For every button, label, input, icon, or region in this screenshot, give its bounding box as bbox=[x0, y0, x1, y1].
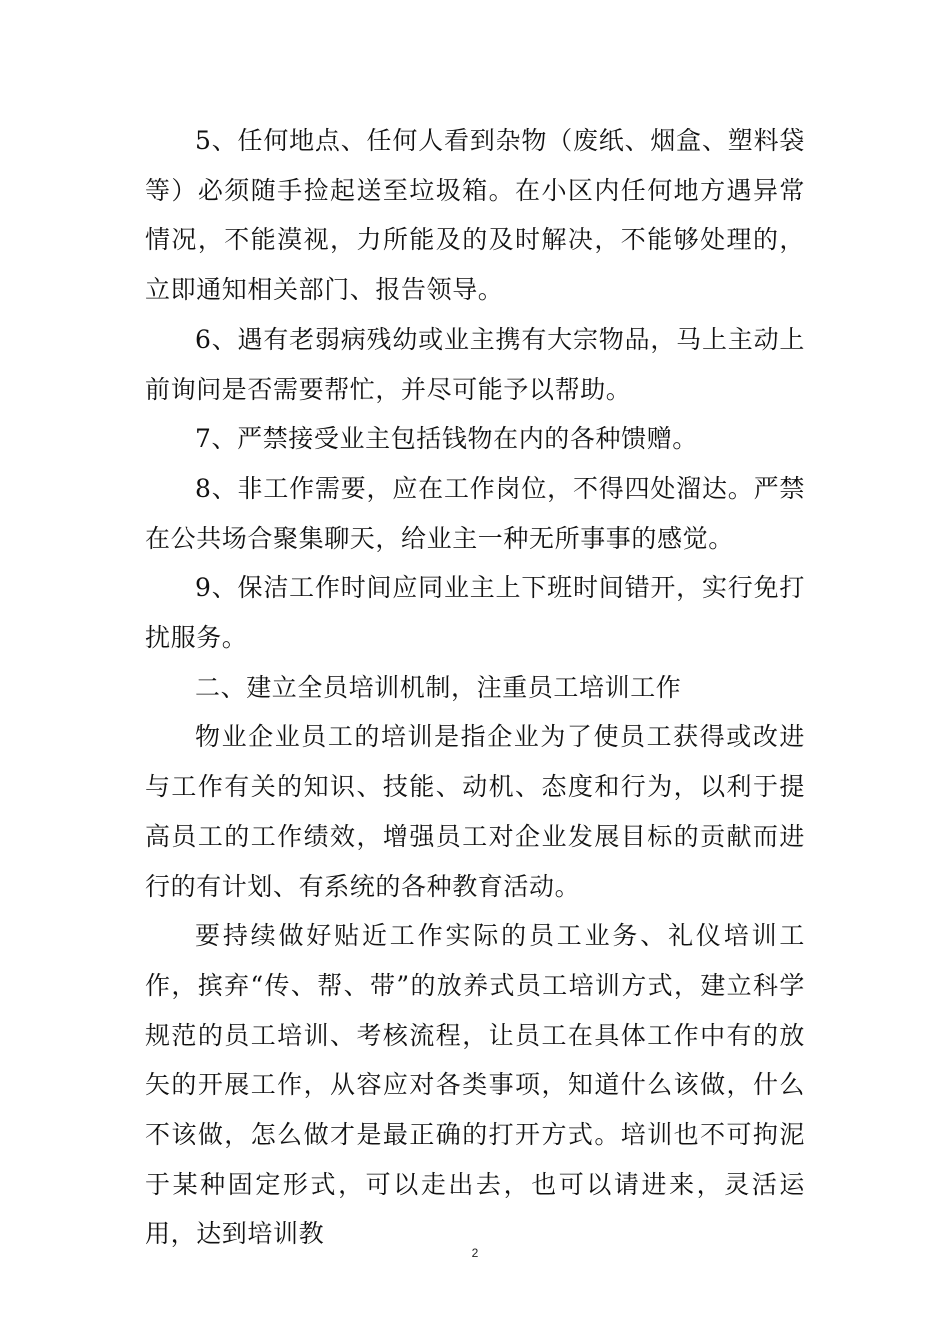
section-heading: 二、建立全员培训机制，注重员工培训工作 bbox=[195, 672, 682, 702]
paragraph-rule-5: 5、任何地点、任何人看到杂物（废纸、烟盒、塑料袋等）必须随手捡起送至垃圾箱。在小区内任何地方遇异常情况，不能漠视，力所能及的及时解决，不能够处理的，立即通知相关部门、报告领导。 bbox=[145, 126, 805, 305]
paragraph-training-practice: 要持续做好贴近工作实际的员工业务、礼仪培训工作，摈弃“传、帮、带”的放养式员工培训方式，建立科学规范的员工培训、考核流程，让员工在具体工作中有的放矢的开展工作，从容应对各类事项，知道什么该做，什么不该做，怎么做才是最正确的打开方式。培训也不可拘泥于某种固定形式，可以走出去，也可以请进来，灵活运用，达到培训教 bbox=[145, 921, 805, 1249]
body-text bbox=[145, 116, 805, 1259]
paragraph-rule-6: 6、遇有老弱病残幼或业主携有大宗物品，马上主动上前询问是否需要帮忙，并尽可能予以帮助。 bbox=[145, 324, 805, 404]
paragraph-rule-7: 7、严禁接受业主包括钱物在内的各种馈赠。 bbox=[195, 424, 698, 454]
paragraph-training-definition: 物业企业员工的培训是指企业为了使员工获得或改进与工作有关的知识、技能、动机、态度和行为，以利于提高员工的工作绩效，增强员工对企业发展目标的贡献而进行的有计划、有系统的各种教育活动。 bbox=[145, 722, 805, 901]
page-number: 2 bbox=[471, 1246, 479, 1260]
paragraph-rule-9: 9、保洁工作时间应同业主上下班时间错开，实行免打扰服务。 bbox=[145, 573, 805, 653]
paragraph-rule-8: 8、非工作需要，应在工作岗位，不得四处溜达。严禁在公共场合聚集聊天，给业主一种无所事事的感觉。 bbox=[145, 473, 805, 553]
